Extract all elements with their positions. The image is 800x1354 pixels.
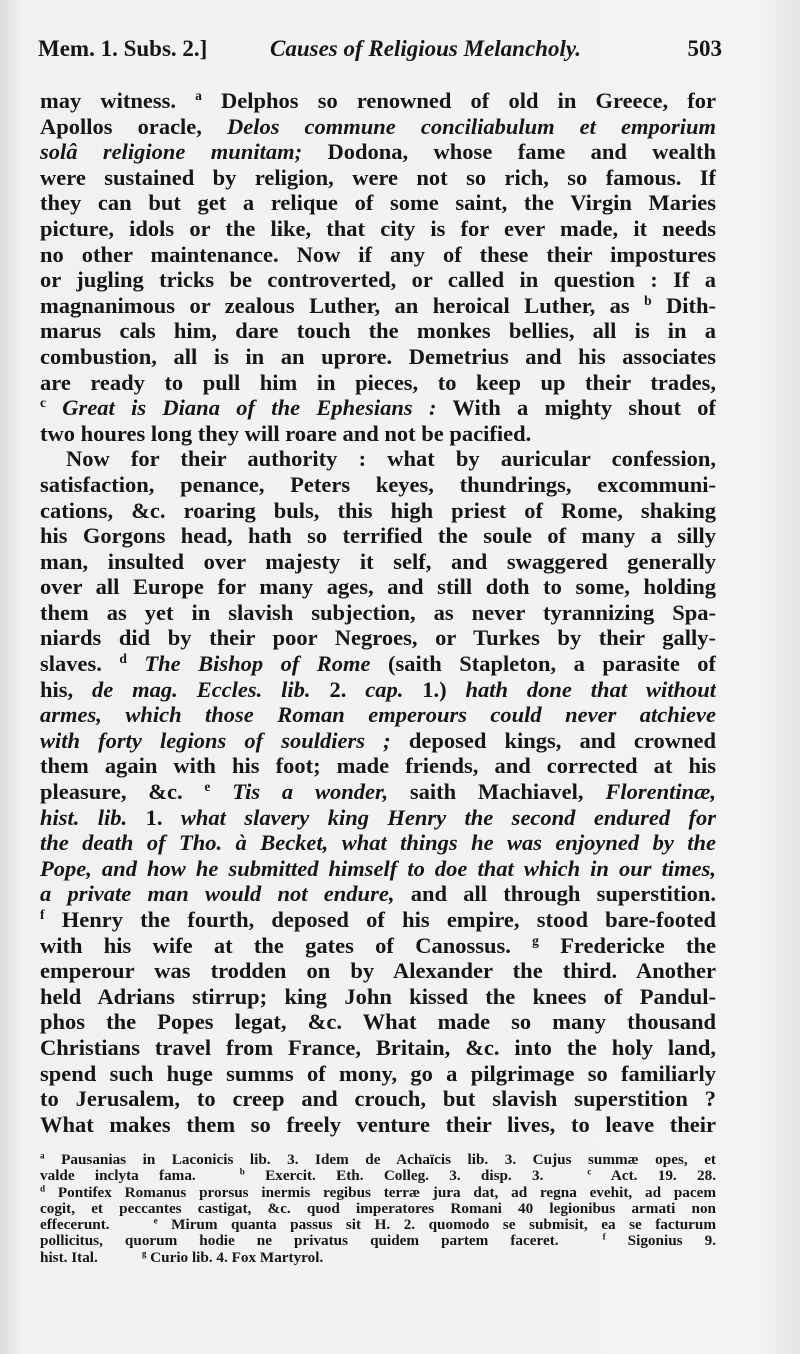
footnote-marker: f xyxy=(602,1233,606,1243)
footnote-marker: c xyxy=(587,1168,592,1177)
footnote-marker: b xyxy=(239,1168,245,1177)
text-line xyxy=(40,88,716,114)
running-header xyxy=(38,36,722,76)
text-run: no other maintenance. Now if any of these their impostures xyxy=(40,241,716,267)
text-line xyxy=(40,139,716,165)
text-run: Now for their authority : what by auricular confession, xyxy=(66,446,716,472)
italic-run: what slavery king Henry the second endured for xyxy=(180,804,716,830)
text-line xyxy=(40,830,716,856)
footnote-marker: e xyxy=(204,779,211,794)
italic-run: with forty legions of souldiers ; xyxy=(40,727,391,753)
text-run: slaves. xyxy=(40,651,120,677)
text-line xyxy=(40,165,716,191)
text-run: may witness. xyxy=(40,88,196,113)
text-line xyxy=(40,344,716,370)
text-run: Christians travel from France, Britain, &c. into the holy land, xyxy=(40,1034,716,1060)
text-run: his, xyxy=(40,676,93,702)
footnote-line xyxy=(40,1201,716,1217)
text-run: over all Europe for many ages, and still doth to some, holding xyxy=(40,574,716,600)
text-run: effecerunt. xyxy=(40,1217,110,1234)
section-reference: Mem. 1. Subs. 2.] xyxy=(38,36,208,61)
text-line xyxy=(40,1035,716,1061)
running-title: Causes of Religious Melancholy. xyxy=(270,36,581,61)
text-line xyxy=(40,523,716,549)
text-line xyxy=(40,114,716,140)
text-run: emperour was trodden on by Alexander the third. Another xyxy=(40,958,716,984)
text-line xyxy=(40,984,716,1010)
text-run: cogit, et peccantes castigat, &c. quod imperatores Romani 40 legionibus armati non xyxy=(40,1200,716,1217)
italic-run: a private man would not endure, xyxy=(40,881,395,907)
text-line xyxy=(40,318,716,344)
text-line xyxy=(40,600,716,626)
text-run: Exercit. Eth. Colleg. 3. disp. 3. xyxy=(244,1168,544,1185)
text-run: niards did by their poor Negroes, or Turkes by their gally- xyxy=(40,625,716,651)
text-line xyxy=(40,933,716,959)
footnote-line xyxy=(40,1233,716,1249)
text-line xyxy=(40,446,716,472)
text-run: and all through superstition. xyxy=(394,881,716,907)
text-line xyxy=(40,728,716,754)
text-run: spend such huge summs of mony, go a pilgrimage so familiarly xyxy=(40,1060,716,1086)
text-run: held Adrians stirrup; king John kissed the knees of Pandul- xyxy=(40,983,716,1009)
text-run: 1. xyxy=(127,804,181,830)
text-run: Apollos oracle, xyxy=(40,113,227,139)
text-line xyxy=(40,370,716,396)
footnote-marker: d xyxy=(119,651,127,666)
text-run: or jugling tricks be controverted, or called in question : If a xyxy=(40,267,716,293)
text-run: were sustained by religion, were not so rich, so famous. If xyxy=(40,164,716,190)
text-line xyxy=(40,805,716,831)
footnote-marker: a xyxy=(40,1152,45,1161)
footnote-marker: e xyxy=(153,1217,158,1226)
text-run: What makes them so freely venture their lives, to leave their xyxy=(40,1111,716,1137)
body-text xyxy=(40,88,716,1137)
footnote-line xyxy=(40,1168,716,1184)
footnote-marker: b xyxy=(644,292,652,308)
text-run: cations, &c. roaring buls, this high priest of Rome, shaking xyxy=(40,497,716,523)
italic-run: de mag. Eccles. lib. xyxy=(92,676,311,702)
text-line xyxy=(40,651,716,677)
text-line xyxy=(40,190,716,216)
text-line xyxy=(40,779,716,805)
text-line xyxy=(40,625,716,651)
page-number: 503 xyxy=(687,36,722,61)
italic-run: armes, which those Roman emperours could never atchieve xyxy=(40,702,716,728)
text-line xyxy=(40,881,716,907)
footnote-line xyxy=(40,1152,716,1168)
text-run: Sigonius 9. xyxy=(605,1233,716,1250)
italic-run: Great is Diana of the Ephesians : xyxy=(46,395,437,421)
italic-run: cap. xyxy=(365,676,404,702)
footnote-marker: d xyxy=(40,1184,46,1194)
italic-run: The Bishop of Rome xyxy=(126,651,371,677)
footnote-line xyxy=(40,1217,716,1233)
text-run: Delphos so renowned of old in Greece, for xyxy=(201,88,716,113)
footnotes xyxy=(40,1152,716,1266)
text-run: (saith Stapleton, a parasite of xyxy=(370,651,716,677)
italic-run: the death of Tho. à Becket, what things he was enjoyned by the xyxy=(40,830,716,856)
text-run: Pontifex Romanus prorsus inermis regibus terræ jura dat, ad regna evehit, ad pacem xyxy=(45,1184,716,1201)
text-line xyxy=(40,421,716,447)
italic-run: hist. lib. xyxy=(40,804,128,830)
italic-run: Florentinæ, xyxy=(605,779,716,805)
text-line xyxy=(40,549,716,575)
text-run: pleasure, &c. xyxy=(40,779,205,805)
footnote-line xyxy=(40,1250,716,1266)
text-run: are ready to pull him in pieces, to keep up their trades, xyxy=(40,369,716,395)
text-line xyxy=(40,1112,716,1138)
italic-run: hath done that without xyxy=(465,676,716,702)
text-run: deposed kings, and crowned xyxy=(390,727,716,753)
footnote-marker: c xyxy=(40,395,46,411)
text-run: Curio lib. 4. Fox Martyrol. xyxy=(146,1249,324,1266)
text-run: hist. Ital. xyxy=(40,1249,98,1266)
italic-run: Tis a wonder, xyxy=(210,779,389,805)
text-line xyxy=(40,242,716,268)
text-line xyxy=(40,753,716,779)
text-run: Henry the fourth, deposed of his empire, stood bare-footed xyxy=(44,907,716,932)
text-line xyxy=(40,472,716,498)
text-line xyxy=(40,498,716,524)
text-run: phos the Popes legat, &c. What made so many thousand xyxy=(40,1009,716,1035)
text-line xyxy=(40,907,716,933)
text-line xyxy=(40,1009,716,1035)
text-run: Act. 19. 28. xyxy=(591,1168,716,1185)
text-run: magnanimous or zealous Luther, an heroical Luther, as xyxy=(40,292,645,318)
text-run: With a mighty shout of xyxy=(436,395,716,421)
text-run: to Jerusalem, to creep and crouch, but slavish superstition ? xyxy=(40,1086,716,1112)
text-run: them as yet in slavish subjection, as never tyrannizing Spa- xyxy=(40,599,716,625)
footnote-line xyxy=(40,1185,716,1201)
text-line xyxy=(40,1086,716,1112)
text-line xyxy=(40,267,716,293)
text-run: marus cals him, dare touch the monkes bellies, all is in a xyxy=(40,318,716,344)
footnote-marker: g xyxy=(532,932,539,948)
text-run: 2. xyxy=(310,676,366,702)
text-run: saith Machiavel, xyxy=(388,779,606,805)
text-line xyxy=(40,1061,716,1087)
italic-run: Pope, and how he submitted himself to doe that which in our times, xyxy=(40,855,716,881)
footnote-marker: g xyxy=(141,1249,147,1259)
text-line xyxy=(40,395,716,421)
text-run: they can but get a relique of some saint, the Virgin Maries xyxy=(40,190,716,216)
text-run: Dith- xyxy=(651,292,716,318)
text-run: them again with his foot; made friends, and corrected at his xyxy=(40,753,716,779)
text-run: Mirum quanta passus sit H. 2. quomodo se submisit, ea se facturum xyxy=(157,1217,716,1234)
text-run: pollicitus, quorum hodie ne privatus quidem partem faceret. xyxy=(40,1233,559,1250)
text-line xyxy=(40,677,716,703)
text-run: Dodona, whose fame and wealth xyxy=(302,139,716,165)
text-run: man, insulted over majesty it self, and swaggered generally xyxy=(40,548,716,574)
text-run: Fredericke the xyxy=(538,932,716,958)
italic-run: solâ religione munitam; xyxy=(40,139,303,165)
italic-run: Delos commune conciliabulum et emporium xyxy=(226,113,716,139)
text-run: combustion, all is in an uprore. Demetrius and his associates xyxy=(40,343,716,369)
text-run: valde inclyta fama. xyxy=(40,1168,196,1185)
text-line xyxy=(40,856,716,882)
text-line xyxy=(40,216,716,242)
text-run: picture, idols or the like, that city is for ever made, it needs xyxy=(40,215,716,241)
footnote-marker: a xyxy=(195,88,202,103)
text-run: his Gorgons head, hath so terrified the soule of many a silly xyxy=(40,523,716,549)
text-line xyxy=(40,293,716,319)
text-line xyxy=(40,702,716,728)
text-run: two houres long they will roare and not be pacified. xyxy=(40,420,532,446)
footnote-marker: f xyxy=(40,907,45,922)
text-run: 1.) xyxy=(403,676,466,702)
text-run: satisfaction, penance, Peters keyes, thundrings, excommuni- xyxy=(40,471,716,497)
text-run: Pausanias in Laconicis lib. 3. Idem de Achaïcis lib. 3. Cujus summæ opes, et xyxy=(44,1152,716,1168)
text-run: with his wife at the gates of Canossus. xyxy=(40,932,533,958)
text-line xyxy=(40,958,716,984)
text-line xyxy=(40,574,716,600)
